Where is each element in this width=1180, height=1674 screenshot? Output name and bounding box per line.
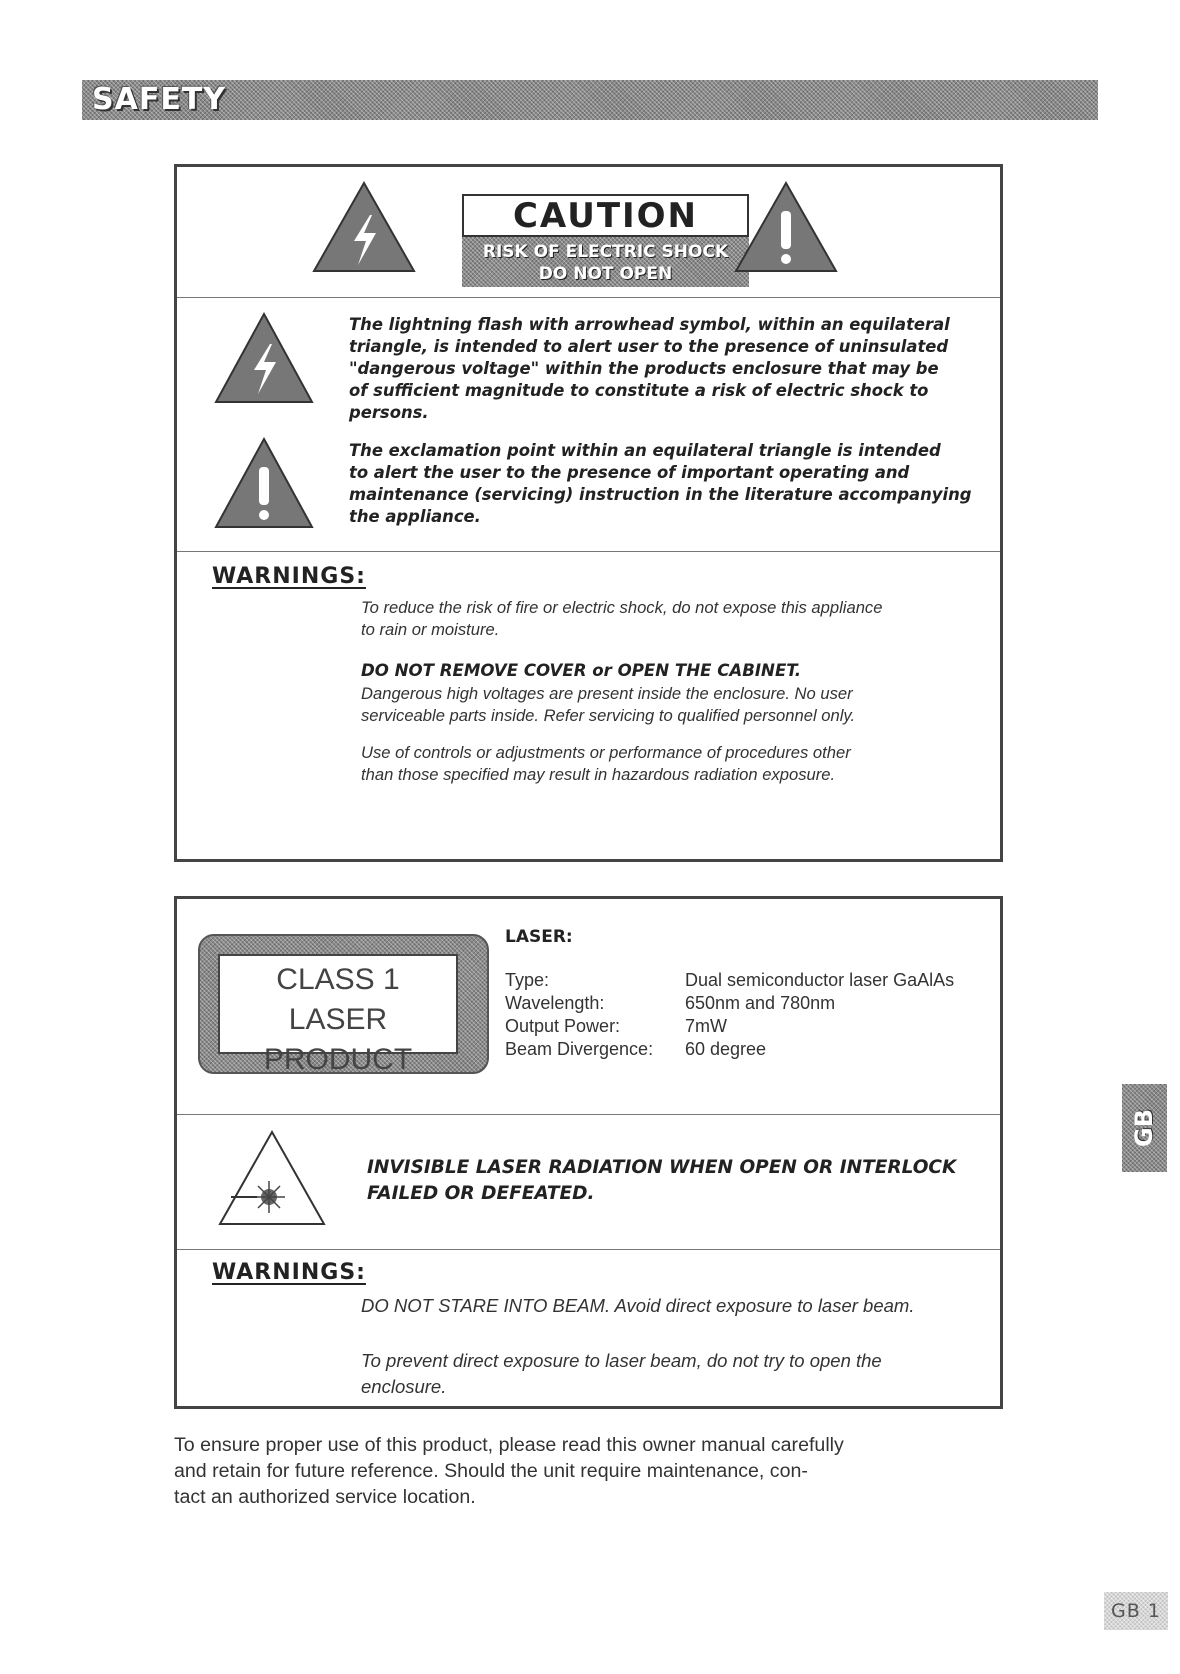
laser-heading: LASER: (505, 927, 573, 947)
spec-value: Dual semiconductor laser GaAlAs (685, 970, 955, 990)
caution-box (174, 164, 1003, 862)
laser-radiation-icon (217, 1129, 327, 1227)
caution-line-risk: RISK OF ELECTRIC SHOCK (482, 242, 729, 262)
exclamation-symbol-description: The exclamation point within an equilateral triangle is intended to alert the user to the presence of important operating and maintenance (servicing) instruction in the literature accompanying the appliance. (349, 441, 972, 526)
caution-subtitle (462, 237, 749, 287)
lightning-symbol-icon (214, 312, 314, 404)
spec-label: Wavelength: (505, 993, 605, 1013)
language-tab (1122, 1084, 1167, 1172)
laser-product-line: LASER PRODUCT (263, 1003, 413, 1074)
divider (177, 1249, 1000, 1250)
laser-box (174, 896, 1003, 1409)
footer-paragraph: To ensure proper use of this product, please read this owner manual carefully and retain for future reference. Should the unit require maintenance, con- tact an authorized service location. (174, 1434, 844, 1508)
divider (177, 551, 1000, 552)
lightning-warning-icon (312, 181, 416, 273)
warnings-title: WARNINGS: (212, 1260, 366, 1285)
spec-label: Type: (505, 970, 550, 990)
spec-label: Output Power: (505, 1016, 621, 1036)
section-title: SAFETY (92, 82, 226, 117)
warning-stare-text: DO NOT STARE INTO BEAM. Avoid direct exposure to laser beam. (361, 1295, 915, 1316)
warnings-title: WARNINGS: (212, 564, 366, 589)
warning-open-text: To prevent direct exposure to laser beam, do not try to open the enclosure. (361, 1350, 882, 1397)
divider (177, 297, 1000, 298)
exclamation-symbol-icon (214, 437, 314, 529)
page-number: GB 1 (1111, 1600, 1161, 1622)
laser-class-label-inner (218, 954, 458, 1074)
warning-controls-text: Use of controls or adjustments or performance of procedures other than those specified may result in hazardous radiation exposure. (361, 743, 851, 784)
spec-label: Beam Divergence: (505, 1039, 654, 1059)
laser-class-label (198, 934, 489, 1074)
warning-cover-text: Dangerous high voltages are present inside the enclosure. No user serviceable parts inside. Refer servicing to qualified personnel only. (361, 684, 856, 725)
language-tab-label: GB (1130, 1109, 1158, 1147)
spec-value: 7mW (685, 1016, 727, 1036)
caution-label (462, 194, 749, 287)
spec-value: 650nm and 780nm (685, 993, 836, 1013)
laser-class-line: CLASS 1 (276, 963, 400, 996)
warning-cover-heading: DO NOT REMOVE COVER or OPEN THE CABINET. (361, 661, 802, 680)
caution-line-open: DO NOT OPEN (538, 264, 673, 284)
exclamation-warning-icon (734, 181, 838, 273)
spec-value: 60 degree (685, 1039, 767, 1059)
divider (177, 1114, 1000, 1115)
warning-rain-text: To reduce the risk of fire or electric shock, do not expose this appliance to rain or moisture. (361, 598, 883, 639)
page-number-box (1104, 1592, 1168, 1630)
section-header-bar (82, 80, 1098, 120)
caution-title: CAUTION (462, 194, 749, 237)
lightning-symbol-description: The lightning flash with arrowhead symbol, within an equilateral triangle, is intended to alert user to the presence of uninsulated "dangerous voltage" within the products enclosure that may be of sufficient magnitude to constitute a risk of electric shock to persons. (349, 315, 950, 422)
laser-radiation-warning: INVISIBLE LASER RADIATION WHEN OPEN OR INTERLOCK FAILED OR DEFEATED. (367, 1157, 957, 1204)
